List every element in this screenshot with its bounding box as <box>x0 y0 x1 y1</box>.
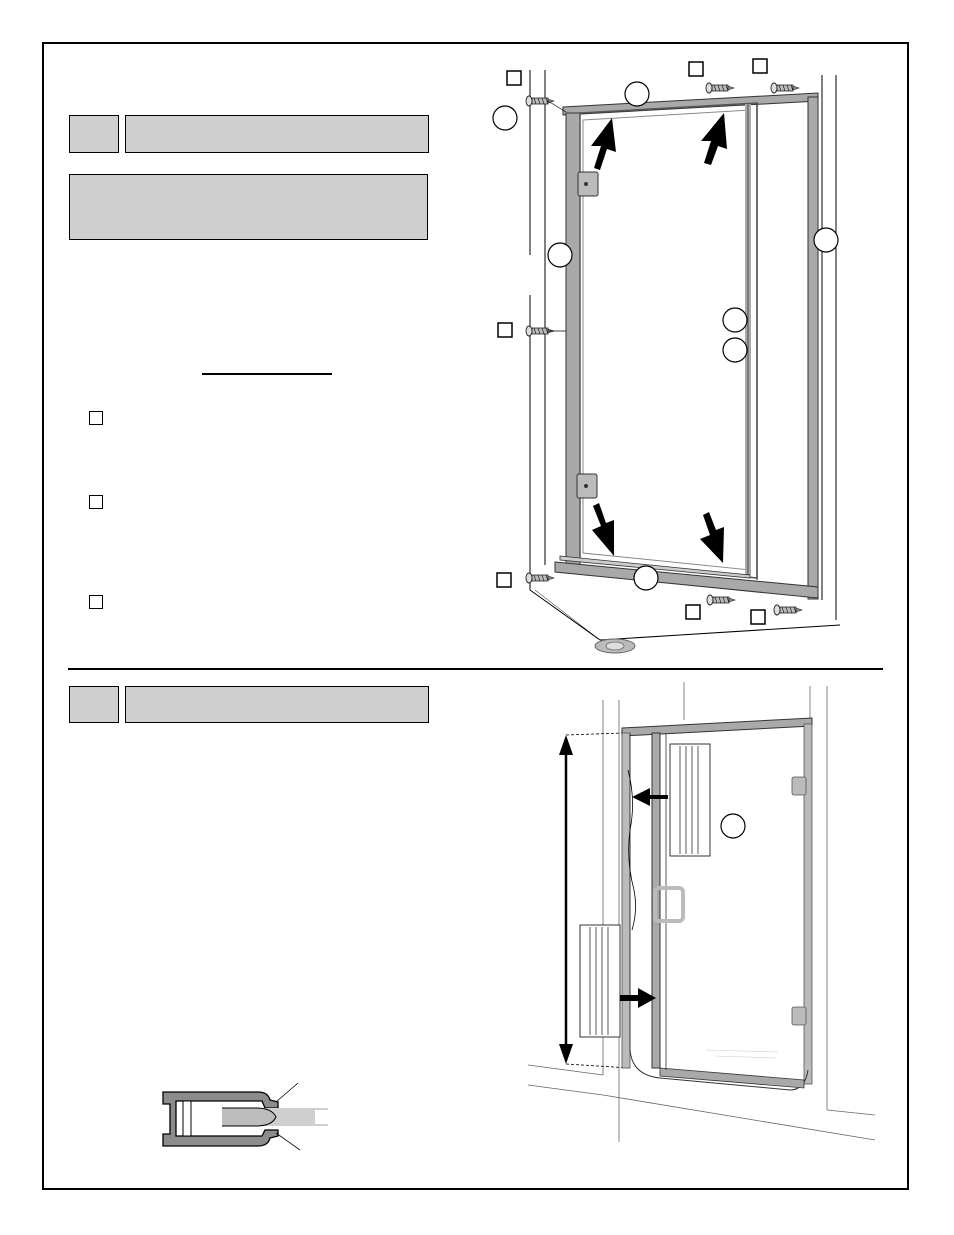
figure-seal-install <box>528 682 875 1142</box>
channel-profile-detail <box>163 1083 328 1150</box>
figure-frame-install <box>493 59 840 653</box>
